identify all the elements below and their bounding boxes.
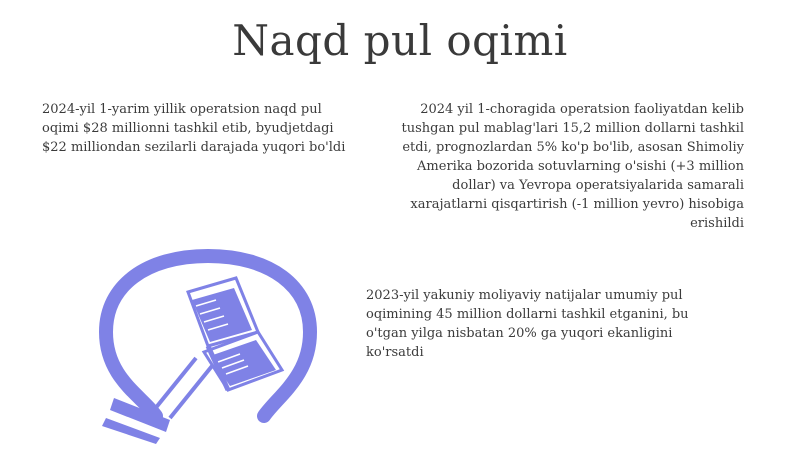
text-block-bottom: 2023-yil yakuniy moliyaviy natijalar umumiy pul oqimining 45 million dollarni tashkil etganini, bu o'tgan yilga nisbatan 20% ga yuqori ekanligini ko'rsatdi — [366, 288, 689, 360]
text-block-left: 2024-yil 1-yarim yillik operatsion naqd pul oqimi $28 millionni tashkil etib, byudjetdagi $22 milliondan sezilarli darajada yuqori bo'ldi — [42, 102, 346, 155]
text-block-right: 2024 yil 1-choragida operatsion faoliyatdan kelib tushgan pul mablag'lari 15,2 million dollarni tashkil etdi, prognozlardan 5% ko'p bo'lib, asosan Shimoliy Amerika bozorida sotuvlarning o'sishi (+3 million dollar) va Yevropa operatsiyalarida samarali xarajatlarni qisqartirish (-1 million yevro) hisobiga erishildi — [401, 102, 744, 231]
lightbulb-book-icon — [96, 248, 328, 444]
slide-title: Naqd pul oqimi — [232, 16, 568, 65]
